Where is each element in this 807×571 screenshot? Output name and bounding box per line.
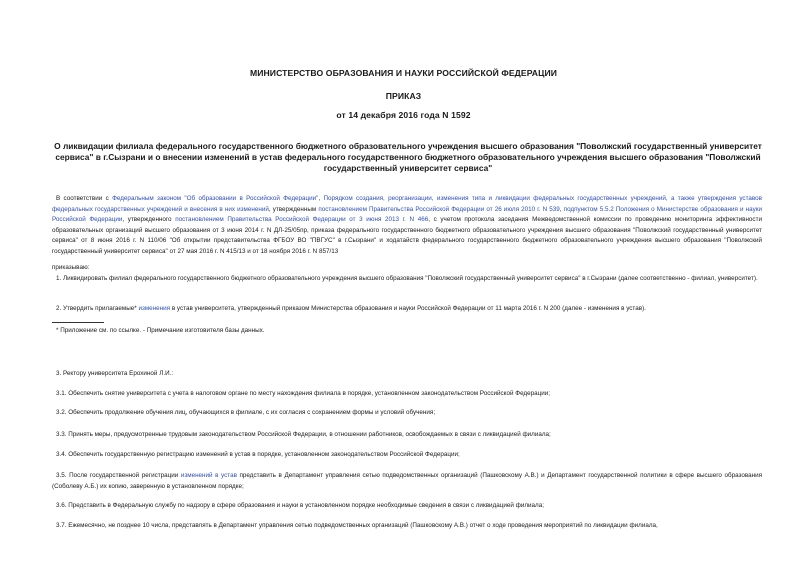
ministry-title: МИНИСТЕРСТВО ОБРАЗОВАНИЯ И НАУКИ РОССИЙСКОЙ ФЕДЕРАЦИИ bbox=[249, 68, 558, 78]
document-subject: О ликвидации филиала федерального государственного бюджетного образовательного учреждения высшего образования "Поволжский государственный университет сервиса" в г.Сызрани и о внесении изменений в устав федерального государственного бюджетного образовательного учреждения высшего образования "Поволжский государственный университет сервиса" bbox=[54, 141, 762, 173]
item-3-5-text: 3.5. После государственной регистрации bbox=[56, 472, 181, 479]
footnote-separator bbox=[52, 322, 104, 323]
item-3-5 bbox=[52, 471, 762, 492]
item-2 bbox=[52, 304, 762, 315]
preamble-text: , утвержденного bbox=[122, 216, 176, 224]
preamble-text: , утвержденным bbox=[268, 205, 319, 213]
item-3-4: 3.4. Обеспечить государственную регистрацию изменений в устав в порядке, установленном законодательством Российской Федерации; bbox=[56, 451, 460, 458]
link-resolution-466[interactable]: постановлением Правительства Российской Федерации от 3 июня 2013 г. N 466 bbox=[175, 216, 429, 224]
preamble-paragraph bbox=[52, 194, 762, 258]
item-2-text: в устав университета, утвержденный приказом Министерства образования и науки Российской Федерации от 11 марта 2016 г. N 200 (далее - изменения в устав). bbox=[170, 305, 646, 312]
item-2-text: 2. Утвердить прилагаемые* bbox=[56, 305, 139, 312]
document-type: ПРИКАЗ bbox=[385, 91, 422, 101]
link-resolution-539[interactable]: постановлением Правительства Российской Федерации от 26 июля 2010 г. N 539 bbox=[318, 205, 560, 213]
item-3-1: 3.1. Обеспечить снятие университета с учета в налоговом органе по месту нахождения филиала в порядке, установленном законодательством Российской Федерации; bbox=[56, 390, 551, 397]
link-procedure[interactable]: Порядком создания, реорганизации, изменения типа и ликвидации федеральных государственных учреждений, а также утверждения уставов федеральных государственных учреждений и внесения в них изменений bbox=[52, 195, 763, 213]
preamble-text: , bbox=[559, 205, 564, 213]
footnote: * Приложение см. по ссылке. - Примечание изготовителя базы данных. bbox=[56, 327, 265, 334]
link-changes[interactable]: изменения bbox=[138, 305, 171, 312]
item-1: 1. Ликвидировать филиал федерального государственного бюджетного образовательного учреждения высшего образования "Поволжский государственный университет сервиса" в г.Сызрани (далее соответственно - филиал, университет). bbox=[56, 275, 758, 282]
orders-word: приказываю: bbox=[52, 264, 90, 271]
preamble-text: , bbox=[318, 195, 324, 202]
link-regulation-5-5-2[interactable]: подпунктом 5.5.2 Положения о Министерстве образования и науки Российской Федерации bbox=[52, 205, 763, 224]
item-3: 3. Ректору университета Ерохиной Л.И.: bbox=[56, 370, 174, 377]
item-3-7: 3.7. Ежемесячно, не позднее 10 числа, представлять в Департамент управления сетью подведомственных организаций (Пашковскому А.В.) отчет о ходе проведения мероприятий по ликвидации филиала, bbox=[56, 522, 658, 529]
preamble-text: В соответствии с bbox=[56, 195, 113, 202]
preamble-text: , с учетом протокола заседания Межведомственной комиссии по проведению мониторинга эффективности образовательных организаций высшего образования от 3 июня 2014 г. N ДЛ-25/05пр, приказа федерального государственного бюджетного образовательного учреждения высшего образования "Поволжский государственный университет сервиса" от 8 июня 2016 г. N 110/06 "Об открытии представительства ФГБОУ ВО "ПВГУС" в г.Сызрани" и ходатайств федерального государственного бюджетного образовательного учреждения высшего образования "Поволжский государственный университет сервиса" от 27 мая 2016 г. N 415/13 и от 18 ноября 2016 г. N 857/13 bbox=[52, 216, 762, 255]
item-3-3: 3.3. Принять меры, предусмотренные трудовым законодательством Российской Федерации, в отношении работников, освобождаемых в связи с ликвидацией филиала; bbox=[56, 431, 551, 438]
link-charter-changes[interactable]: изменений в устав bbox=[180, 472, 237, 479]
item-3-6: 3.6. Представить в Федеральную службу по надзору в сфере образования и науки в установленном порядке необходимые сведения в связи с ликвидацией филиала; bbox=[56, 502, 544, 509]
document-date-number: от 14 декабря 2016 года N 1592 bbox=[336, 110, 471, 120]
link-federal-law[interactable]: Федеральным законом "Об образовании в Российской Федерации" bbox=[112, 195, 319, 202]
item-3-5-text: представить в Департамент управления сетью подведомственных организаций (Пашковскому А.В.) и Департамент государственной политики в сфере высшего образования (Соболеву А.Б.) их копию, заверенную в установленном порядке; bbox=[52, 472, 763, 490]
item-3-2: 3.2. Обеспечить продолжение обучения лиц, обучающихся в филиале, с их согласия с сохранением формы и условий обучения; bbox=[56, 409, 436, 416]
